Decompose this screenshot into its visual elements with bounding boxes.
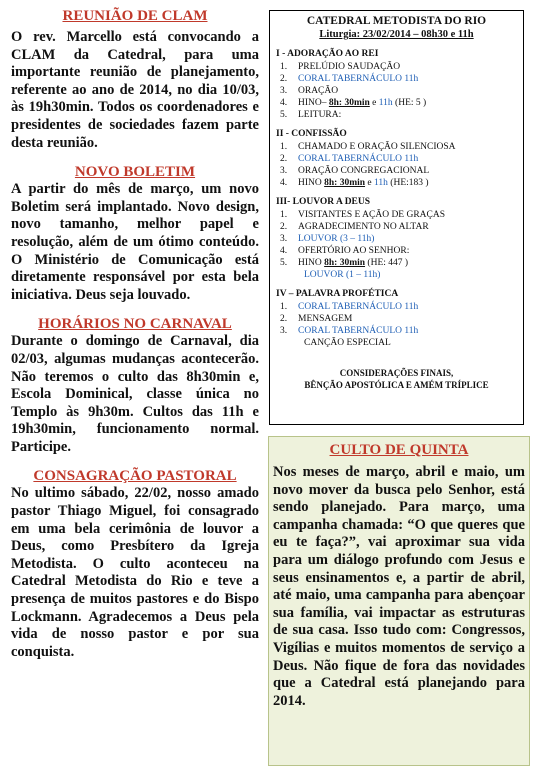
liturgy-item: [276, 141, 517, 153]
item-blue: 11h: [378, 98, 393, 108]
liturgy-item-list: [276, 141, 517, 189]
item-number: 3.: [280, 234, 288, 244]
item-number: 2.: [280, 222, 288, 232]
left-column: [11, 8, 259, 673]
item-pre: CORAL TABERNÁCULO 11h: [298, 74, 419, 84]
item-pre: VISITANTES E AÇÃO DE GRAÇAS: [298, 210, 446, 220]
liturgy-extra: CANÇÃO ESPECIAL: [304, 338, 391, 348]
item-number: 4.: [280, 246, 288, 256]
item-pre: HINO: [298, 258, 325, 268]
item-pre: LOUVOR (3 – 11h): [298, 234, 375, 244]
liturgy-item: [276, 257, 517, 269]
item-number: 1.: [280, 210, 288, 220]
item-number: 2.: [280, 314, 288, 324]
consagracao-text: No ultimo sábado, 22/02, nosso amado pastor Thiago Miguel, foi consagrado em uma bela cerimônia de louvor a Deus, como Presbítero da Igreja Metodista. O culto aconteceu na Catedral Metodista do Rio e teve a presença de muitos pastores e do Bispo Lockmann. Agradecemos a Deus pela vida de nosso pastor e por sua conquista.: [11, 485, 259, 660]
item-post: (HE: 5 ): [392, 98, 427, 108]
boletim-text: A partir do mês de março, um novo Boletim será implantado. Novo design, novo tamanho, melhor papel e resolução, além de um ótimo conteúdo. O Ministério de Comunicação está diretamente responsável por esta bela iniciativa. Deus seja louvado.: [11, 181, 259, 303]
item-pre: HINO: [298, 178, 325, 188]
reuniao-text: O rev. Marcello está convocando a CLAM da Catedral, para uma importante reunião de planejamento, referente ao ano de 2014, no dia 10/03, às 19h30min. Todos os coordenadores e presidentes de sociedades fazem parte desta reunião.: [11, 29, 259, 151]
item-number: 5.: [280, 110, 288, 120]
item-number: 4.: [280, 98, 288, 108]
item-u: 8h: 30min: [324, 178, 366, 188]
item-pre: CORAL TABERNÁCULO 11h: [298, 154, 419, 164]
item-pre: CHAMADO E ORAÇÃO SILENCIOSA: [298, 142, 456, 152]
liturgy-part-title: I - ADORAÇÃO AO REI: [276, 49, 379, 59]
carnaval-title: HORÁRIOS NO CARNAVAL: [38, 316, 232, 333]
liturgy-item: [276, 73, 517, 85]
item-number: 2.: [280, 74, 288, 84]
item-blue: 11h: [374, 178, 388, 188]
closing-line-1: CONSIDERAÇÕES FINAIS,: [339, 368, 454, 378]
liturgy-item-list: [276, 61, 517, 121]
liturgy-item: [276, 209, 517, 221]
item-pre: CORAL TABERNÁCULO 11h: [298, 302, 419, 312]
item-pre: AGRADECIMENTO NO ALTAR: [298, 222, 429, 232]
item-mid: e: [365, 178, 375, 188]
liturgy-item: [276, 165, 517, 177]
consagracao-title: CONSAGRAÇÃO PASTORAL: [33, 468, 237, 485]
liturgy-extra: LOUVOR (1 – 11h): [304, 270, 381, 280]
liturgy-part-title: IV – PALAVRA PROFÉTICA: [276, 289, 399, 299]
liturgy-item: [276, 109, 517, 121]
liturgy-closing: [276, 367, 517, 391]
quinta-text: Nos meses de março, abril e maio, um novo mover da busca pelo Senhor, está sendo planejado. Para março, uma campanha chamada: “O que queres que eu te faça?”, vai aproximar sua vida para um diálogo profundo com Jesus e seus ensinamentos e, a partir de abril, até maio, uma campanha para abençoar sua família, vai impactar as estruturas de sua casa. Isso tudo com: Congressos, Vigílias e muitos momentos de serviço a Deus. Não fique de fora das novidades que a Catedral está planejando para 2014.: [273, 464, 525, 709]
quinta-title: CULTO DE QUINTA: [329, 442, 469, 458]
closing-line-2: BÊNÇÃO APOSTÓLICA E AMÉM TRÍPLICE: [304, 380, 489, 390]
item-number: 2.: [280, 154, 288, 164]
item-pre: ORAÇÃO CONGREGACIONAL: [298, 166, 430, 176]
boletim-title: NOVO BOLETIM: [74, 164, 196, 181]
item-pre: OFERTÓRIO AO SENHOR:: [298, 246, 410, 256]
quinta-title-wrap: [277, 442, 521, 459]
liturgy-item: [276, 313, 517, 325]
item-mid: (HE: 447 ): [365, 258, 409, 268]
liturgy-subheading: Liturgia: 23/02/2014 – 08h30 e 11h: [319, 29, 474, 40]
item-number: 1.: [280, 302, 288, 312]
liturgy-item: [276, 325, 517, 337]
item-number: 1.: [280, 142, 288, 152]
item-u: 8h: 30min: [324, 258, 366, 268]
liturgy-item: [276, 233, 517, 245]
liturgy-item: [276, 245, 517, 257]
item-pre: HINO–: [298, 98, 329, 108]
liturgy-item-list: [276, 209, 517, 269]
liturgy-item: [276, 85, 517, 97]
item-pre: ORAÇÃO: [298, 86, 339, 96]
carnaval-text: Durante o domingo de Carnaval, dia 02/03, algumas mudanças acontecerão. Não teremos o culto das 8h30min e, Escola Dominical, classe única no Templo às 9h30m. Cultos das 11h e 19h30min, funcionamento normal. Participe.: [11, 333, 259, 455]
item-number: 5.: [280, 258, 288, 268]
item-pre: LEITURA:: [298, 110, 342, 120]
item-number: 3.: [280, 326, 288, 336]
item-pre: PRELÚDIO SAUDAÇÃO: [298, 62, 401, 72]
item-pre: MENSAGEM: [298, 314, 353, 324]
liturgy-parts: [276, 48, 517, 349]
liturgy-item: [276, 61, 517, 73]
item-pre: CORAL TABERNÁCULO 11h: [298, 326, 419, 336]
liturgy-item: [276, 301, 517, 313]
liturgy-item: [276, 97, 517, 109]
item-mid: e: [369, 98, 379, 108]
liturgy-heading: CATEDRAL METODISTA DO RIO: [306, 15, 487, 27]
item-number: 3.: [280, 86, 288, 96]
liturgy-part-title: III- LOUVOR A DEUS: [276, 197, 371, 207]
liturgy-item: [276, 221, 517, 233]
item-u: 8h: 30min: [328, 98, 370, 108]
liturgy-item: [276, 153, 517, 165]
item-number: 4.: [280, 178, 288, 188]
item-number: 3.: [280, 166, 288, 176]
reuniao-title: REUNIÃO DE CLAM: [62, 8, 208, 24]
liturgy-item-list: [276, 301, 517, 337]
item-number: 1.: [280, 62, 288, 72]
liturgy-item: [276, 177, 517, 189]
liturgy-part-title: II - CONFISSÃO: [276, 129, 347, 139]
item-post: (HE:183 ): [387, 178, 429, 188]
liturgy-box: [269, 10, 524, 425]
